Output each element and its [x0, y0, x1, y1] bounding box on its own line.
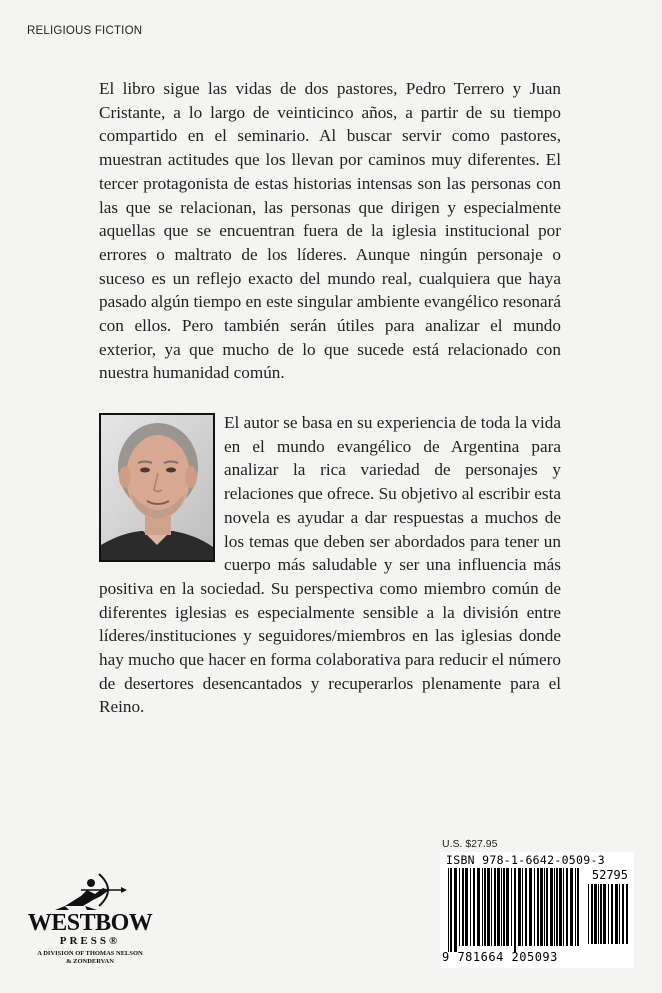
publisher-press: PRESS® [59, 935, 121, 947]
publisher-logo [25, 870, 155, 970]
barcode-digits: 9 781664 205093 [442, 950, 558, 964]
barcode-box [440, 852, 634, 968]
publisher-division-line1: A DIVISION OF THOMAS NELSON [37, 950, 143, 957]
author-bio-text: El autor se basa en su experiencia de toda la vida en el mundo evangélico de Argentina para analizar la rica variedad de personajes y relaciones que ofrece. Su objetivo al escribir esta novela es ayudar a dar respuestas a muchos de los temas que deben ser abordados para tener un cuerpo más saludable y ser una influencia más positiva en la sociedad. Su perspectiva como miembro común de diferentes iglesias es especialmente sensible a la división entre líderes/instituciones y seguidores/miembros en las iglesias donde hay mucho que hacer en forma colaborativa para reducir el número de desertores desencantados y recuperarlos plenamente para el Reino. [99, 413, 561, 717]
price-label: U.S. $27.95 [442, 838, 498, 850]
author-portrait-image [101, 415, 213, 560]
publisher-division-line2: & ZONDERVAN [66, 958, 114, 965]
isbn-number: ISBN 978-1-6642-0509-3 [446, 853, 605, 867]
price-barcode [588, 884, 628, 950]
book-description [99, 77, 561, 385]
publisher-division [25, 950, 155, 966]
archer-icon [25, 870, 155, 912]
author-section [99, 411, 561, 719]
publisher-name: WESTBOW [27, 910, 153, 936]
description-text: El libro sigue las vidas de dos pastores, Pedro Terrero y Juan Cristante, a lo largo de veinticinco años, a partir de su tiempo compartido en el seminario. Al buscar servir como pastores, muestran actitudes que los llevan por caminos muy diferentes. El tercer protagonista de estas historias intensas son las personas con las que se relacionan, las personas que dirigen y especialmente aquellas que se encuentran fuera de la iglesia institucional por errores o maltrato de los líderes. Aunque ningún personaje o suceso es un reflejo exacto del mundo real, cualquiera que haya pasado algún tiempo en este singular ambiente evangélico resonará con ellos. Pero también serán útiles para analizar el mundo exterior, ya que mucho de lo que sucede está relacionado con nuestra humanidad común. [99, 79, 561, 383]
author-photo [99, 413, 215, 562]
isbn-barcode [448, 868, 582, 952]
price-code: 52795 [591, 868, 628, 882]
genre-label: RELIGIOUS FICTION [27, 25, 143, 37]
